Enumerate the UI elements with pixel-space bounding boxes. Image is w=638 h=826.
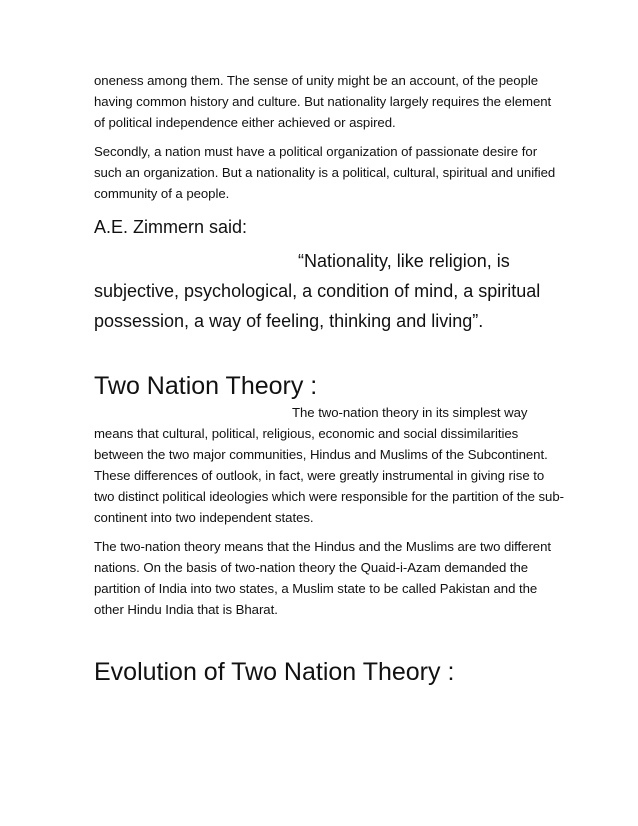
paragraph-nationality-unity: oneness among them. The sense of unity might be an account, of the people having common history and culture. But nationality largely requires the element of political independence either achieved or aspired. bbox=[94, 73, 552, 130]
section-heading-two-nation-theory: Two Nation Theory : bbox=[94, 372, 318, 400]
document-page bbox=[94, 70, 564, 688]
quote-attribution: A.E. Zimmern said: bbox=[94, 217, 248, 237]
quote-block bbox=[94, 246, 564, 336]
paragraph-two-nation-definition-text: The two-nation theory in its simplest way means that cultural, political, religious, economic and social dissimilarities between the two major communities, Hindus and Muslims of the Subcontinent. These differences of outlook, in fact, were greatly instrumental in giving rise to two distinct political ideologies which were responsible for the partition of the sub-continent into two independent states. bbox=[94, 405, 564, 525]
quote-text: “Nationality, like religion, is subjective, psychological, a condition of mind, a spiritual possession, a way of feeling, thinking and living”. bbox=[94, 251, 541, 331]
paragraph-two-nation-meaning: The two-nation theory means that the Hindus and the Muslims are two different nations. On the basis of two-nation theory the Quaid-i-Azam demanded the partition of India into two states, a Muslim state to be called Pakistan and the other Hindu India that is Bharat. bbox=[94, 539, 551, 617]
paragraph-political-organization: Secondly, a nation must have a political organization of passionate desire for such an organization. But a nationality is a political, cultural, spiritual and unified community of a people. bbox=[94, 144, 556, 201]
section-heading-evolution: Evolution of Two Nation Theory : bbox=[94, 658, 455, 686]
paragraph-two-nation-definition bbox=[94, 402, 564, 528]
